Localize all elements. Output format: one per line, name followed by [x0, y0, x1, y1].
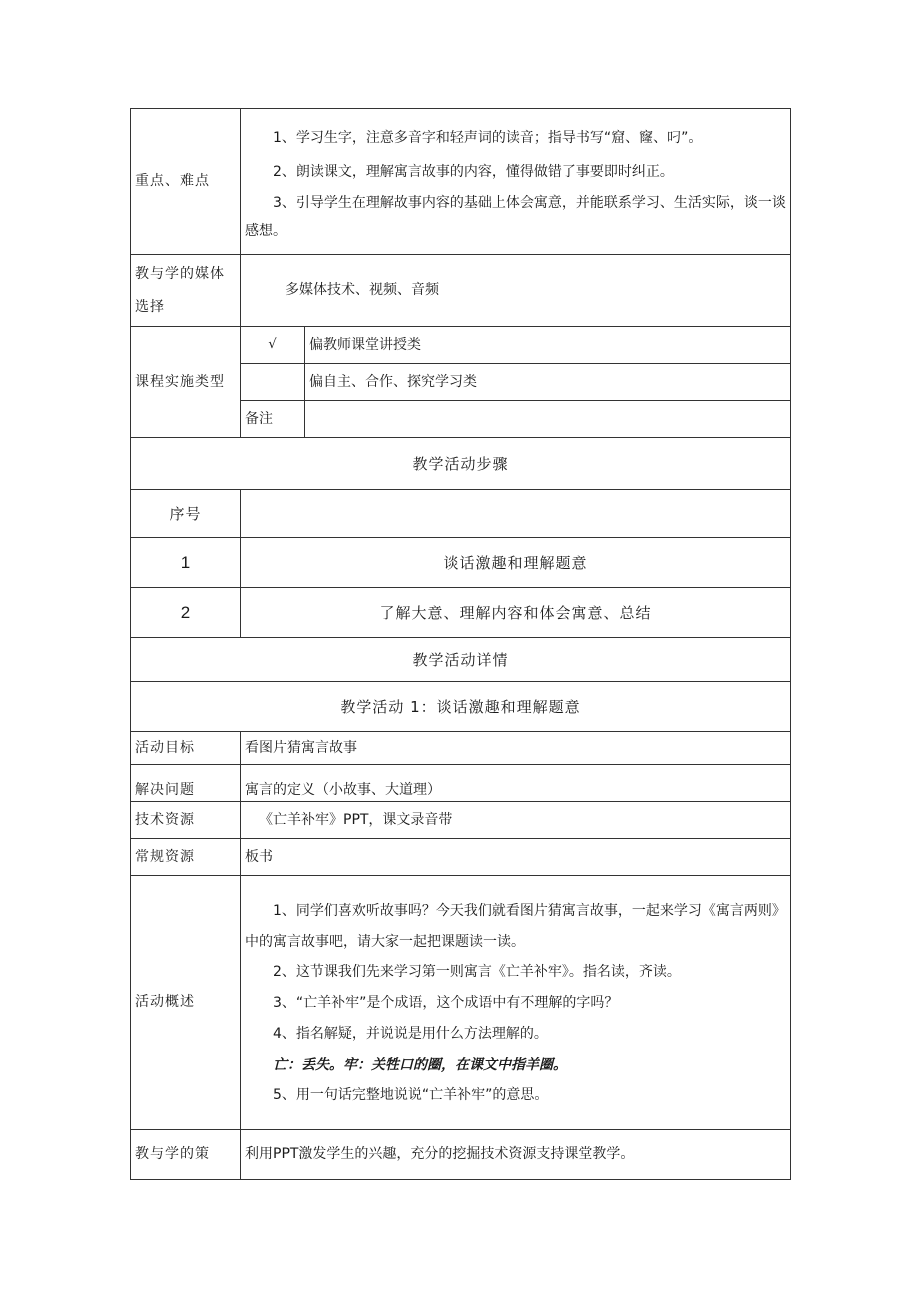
problem-row	[131, 765, 791, 802]
overview-label: 活动概述	[131, 876, 241, 1130]
course-type-row-1	[131, 327, 791, 364]
media-value: 多媒体技术、视频、音频	[241, 255, 791, 327]
problem-label: 解决问题	[131, 765, 241, 802]
tech-row	[131, 802, 791, 839]
strategy-row	[131, 1130, 791, 1180]
regular-row	[131, 839, 791, 876]
overview-item-definition: 亡：丢失。牢：关牲口的圈，在课文中指羊圈。	[273, 1056, 567, 1073]
problem-value: 寓言的定义（小故事、大道理）	[241, 765, 791, 802]
steps-index-row	[131, 490, 791, 538]
details-heading-row	[131, 638, 791, 682]
strategy-value: 利用PPT激发学生的兴趣，充分的挖掘技术资源支持课堂教学。	[241, 1130, 791, 1180]
tech-value: 《亡羊补牢》PPT，课文录音带	[241, 802, 791, 839]
note-label: 备注	[241, 401, 305, 438]
key-point-2: 2、朗读课文，理解寓言故事的内容，懂得做错了事要即时纠正。	[273, 163, 674, 180]
index-empty	[241, 490, 791, 538]
key-points-label: 重点、难点	[131, 109, 241, 255]
key-points-row	[131, 109, 791, 255]
media-row	[131, 255, 791, 327]
strategy-label: 教与学的策	[131, 1130, 241, 1180]
note-value	[305, 401, 791, 438]
regular-label: 常规资源	[131, 839, 241, 876]
goal-value: 看图片猜寓言故事	[241, 732, 791, 765]
lesson-plan-table	[130, 108, 791, 1180]
key-point-1: 1、学习生字，注意多音字和轻声词的读音；指导书写“窟、窿、叼”。	[273, 129, 703, 146]
steps-heading: 教学活动步骤	[131, 438, 791, 490]
step-number: 2	[131, 588, 241, 638]
course-type-option-1: 偏教师课堂讲授类	[305, 327, 791, 364]
steps-heading-row	[131, 438, 791, 490]
activity-title: 教学活动 1：谈话激趣和理解题意	[131, 682, 791, 732]
course-type-label: 课程实施类型	[131, 327, 241, 438]
step-number: 1	[131, 538, 241, 588]
index-label: 序号	[131, 490, 241, 538]
step-row-1	[131, 538, 791, 588]
overview-row	[131, 876, 791, 1130]
check-mark: √	[241, 327, 305, 364]
step-text: 谈话激趣和理解题意	[241, 538, 791, 588]
key-points-content	[241, 109, 791, 255]
details-heading: 教学活动详情	[131, 638, 791, 682]
goal-label: 活动目标	[131, 732, 241, 765]
overview-content	[241, 876, 791, 1130]
overview-item: 3、“亡羊补牢”是个成语，这个成语中有不理解的字吗？	[273, 995, 619, 1012]
tech-label: 技术资源	[131, 802, 241, 839]
regular-value: 板书	[241, 839, 791, 876]
step-row-2	[131, 588, 791, 638]
course-type-option-2: 偏自主、合作、探究学习类	[305, 364, 791, 401]
overview-item: 4、指名解疑，并说说是用什么方法理解的。	[273, 1025, 548, 1042]
activity-title-row	[131, 682, 791, 732]
key-point-3: 3、引导学生在理解故事内容的基础上体会寓意，并能联系学习、生活实际，谈一谈感想。	[245, 195, 786, 240]
media-label: 教与学的媒体选择	[131, 255, 241, 327]
overview-item: 1、同学们喜欢听故事吗？今天我们就看图片猜寓言故事，一起来学习《寓言两则》中的寓言故事吧，请大家一起把课题读一读。	[245, 902, 786, 950]
step-text: 了解大意、理解内容和体会寓意、总结	[241, 588, 791, 638]
overview-item: 5、用一句话完整地说说“亡羊补牢”的意思。	[273, 1087, 549, 1104]
overview-item: 2、这节课我们先来学习第一则寓言《亡羊补牢》。指名读，齐读。	[273, 964, 681, 981]
check-mark-empty	[241, 364, 305, 401]
goal-row	[131, 732, 791, 765]
